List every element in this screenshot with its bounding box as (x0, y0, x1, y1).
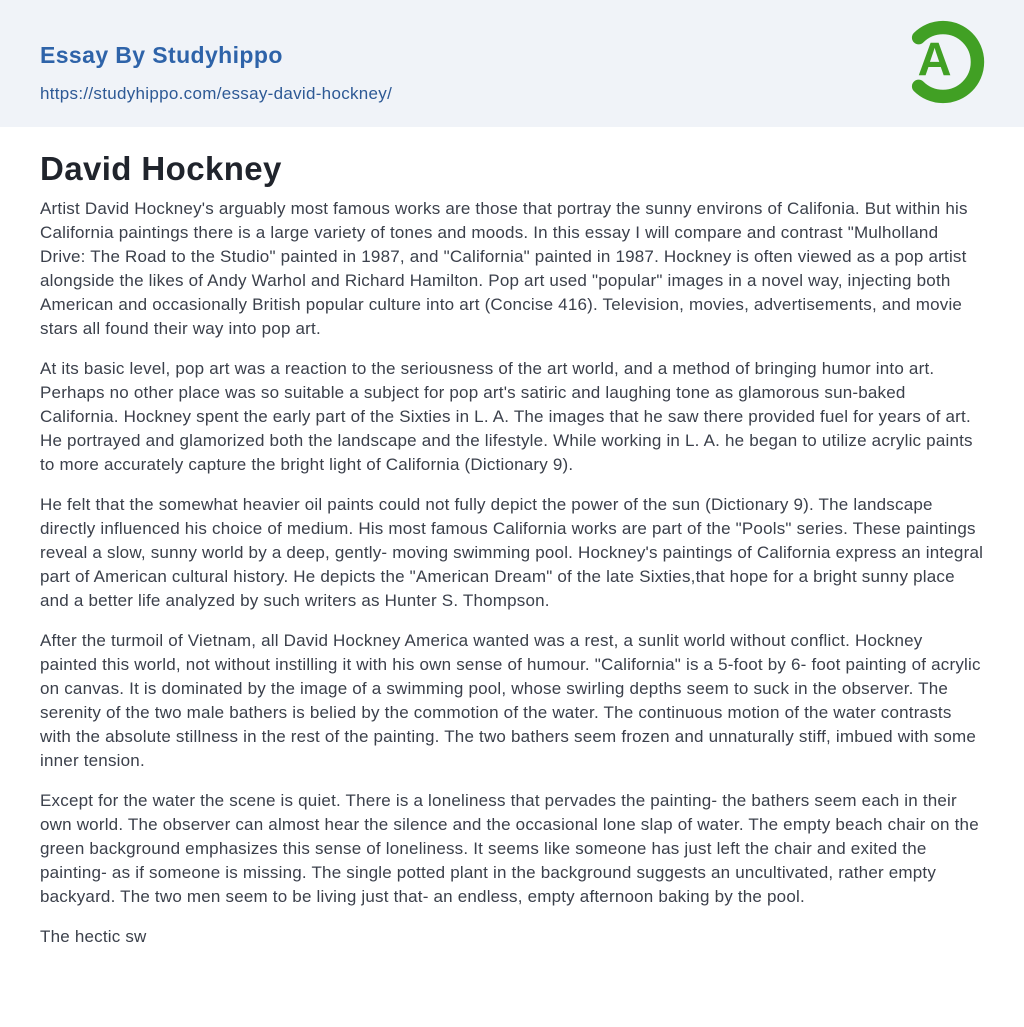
essay-paragraph-4: After the turmoil of Vietnam, all David Hockney America wanted was a rest, a sunlit world without conflict. Hockney painted this world, not without instilling it with his own sense of humour. "California" is a 5-foot by 6- foot painting of acrylic on canvas. It is dominated by the image of a swimming pool, whose swirling depths seem to suck in the observer. The serenity of the two male bathers is belied by the commotion of the water. The continuous motion of the water contrasts with the absolute stillness in the rest of the painting. The two bathers seem frozen and unnaturally stiff, imbued with some inner tension. (40, 631, 981, 770)
header-text-block (40, 42, 984, 104)
essay-title: David Hockney (40, 150, 282, 187)
essay-paragraph-1: Artist David Hockney's arguably most famous works are those that portray the sunny environs of Califonia. But within his California paintings there is a large variety of tones and moods. In this essay I will compare and contrast "Mulholland Drive: The Road to the Studio" painted in 1987, and "California" painted in 1987. Hockney is often viewed as a pop artist alongside the likes of Andy Warhol and Richard Hamilton. Pop art used "popular" images in a novel way, injecting both American and occasionally British popular culture into art (Concise 416). Television, movies, advertisements, and movie stars all found their way into pop art. (40, 199, 968, 338)
logo-letter: A (917, 32, 952, 86)
essay-paragraph-3: He felt that the somewhat heavier oil paints could not fully depict the power of the sun (Dictionary 9). The landscape directly influenced his choice of medium. His most famous California works are part of the "Pools" series. These paintings reveal a slow, sunny world by a deep, gently- moving swimming pool. Hockney's paintings of California express an integral part of American cultural history. He depicts the "American Dream" of the late Sixties,that hope for a bright sunny place and a better life analyzed by such writers as Hunter S. Thompson. (40, 495, 984, 610)
site-header (0, 0, 1024, 127)
essay-paragraph-6-truncated: The hectic sw (40, 927, 147, 946)
page-url-link[interactable]: https://studyhippo.com/essay-david-hockney/ (40, 84, 393, 103)
site-title: Essay By Studyhippo (40, 42, 283, 68)
essay-content (0, 148, 1024, 949)
essay-paragraph-5: Except for the water the scene is quiet. There is a loneliness that pervades the painting- the bathers seem each in their own world. The observer can almost hear the silence and the occasional lone slap of water. The empty beach chair on the green background emphasizes this sense of loneliness. It seems like someone has just left the chair and exited the painting- as if someone is missing. The single potted plant in the background suggests an uncultivated, rather empty backyard. The two men seem to be living just that- an endless, empty afternoon baking by the pool. (40, 791, 979, 906)
logo-svg (901, 19, 985, 105)
studyhippo-logo-icon (901, 19, 985, 105)
essay-paragraph-2: At its basic level, pop art was a reaction to the seriousness of the art world, and a method of bringing humor into art. Perhaps no other place was so suitable a subject for pop art's satiric and laughing tone as glamorous sun-baked California. Hockney spent the early part of the Sixties in L. A. The images that he saw there provided fuel for years of art. He portrayed and glamorized both the landscape and the lifestyle. While working in L. A. he began to utilize acrylic paints to more accurately capture the bright light of California (Dictionary 9). (40, 359, 973, 474)
